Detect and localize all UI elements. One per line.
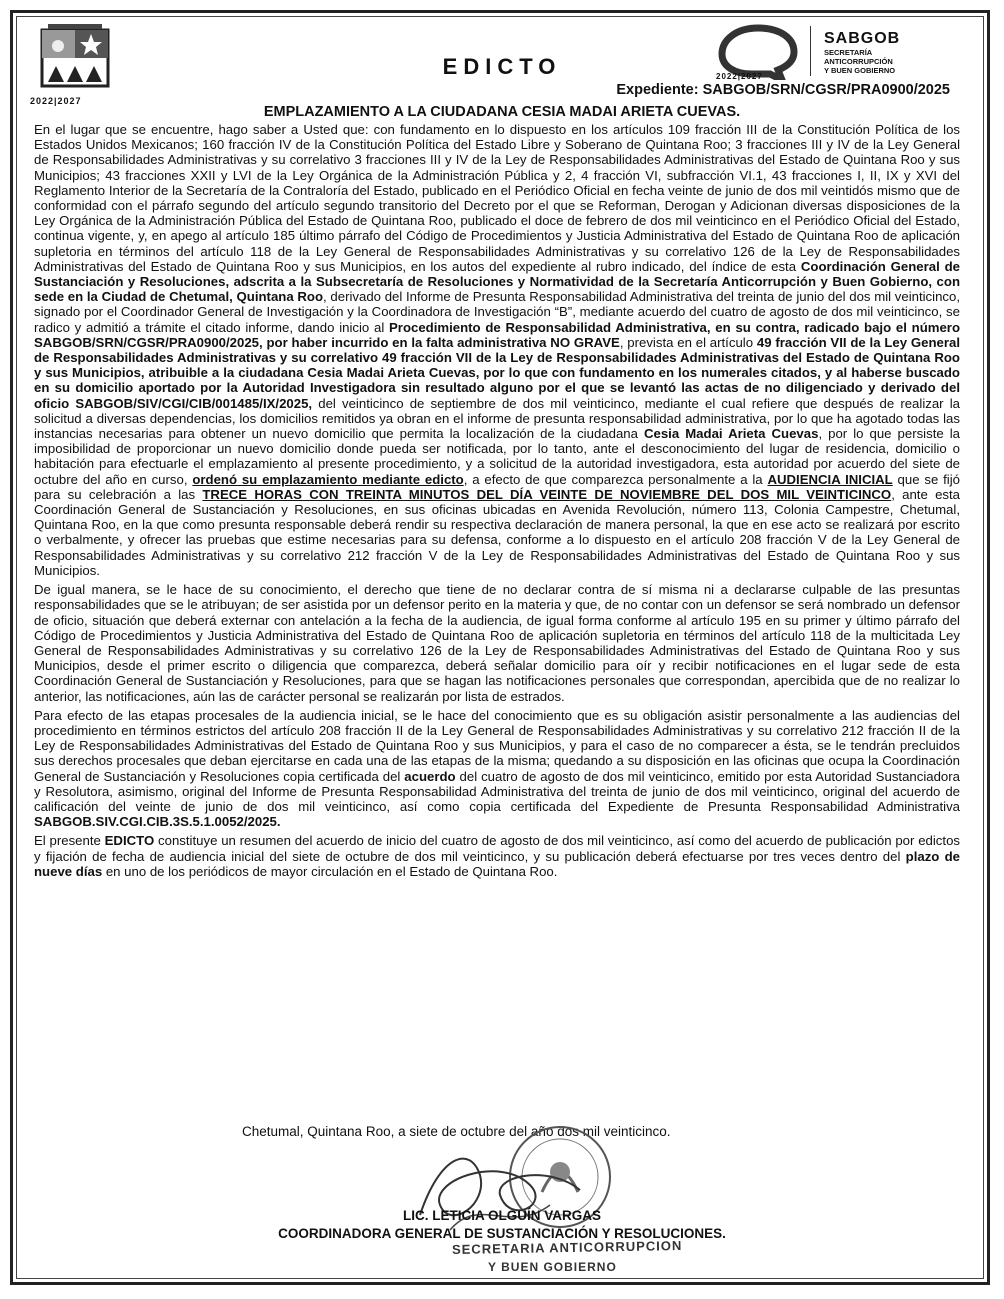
- expediente-number: Expediente: SABGOB/SRN/CGSR/PRA0900/2025: [616, 82, 950, 98]
- signer-name: LIC. LETICIA OLGUÍN VARGAS: [403, 1208, 601, 1223]
- crest-year-label: 2022|2027: [30, 96, 82, 106]
- sabgob-sub-3: Y BUEN GOBIERNO: [824, 66, 896, 75]
- paragraph-4: El presente EDICTO constituye un resumen del acuerdo de inicio del cuatro de agosto de dos mil veinticinco, así como del acuerdo de publicación por edictos y fijación de fecha de audiencia inicial del siete de octubre de dos mil veinticinco, y su publicación deberá efectuarse por tres veces dentro del plazo de nueve días en uno de los periódicos de mayor circulación en el Estado de Quintana Roo.: [34, 833, 960, 879]
- sabgob-sub-1: SECRETARÍA: [824, 48, 873, 57]
- paragraph-2: De igual manera, se le hace de su conocimiento, el derecho que tiene de no declarar contra de sí misma ni a declararse culpable de las presuntas responsabilidades que se le atribuyan; de ser asistida por un defensor perito en la materia y que, de no contar con un defensor se será nombrado un defensor de oficio, situación que deberá externar con antelación a la fecha de la audiencia, de igual forma conforme al artículo 195 en su primer y último párrafo del Código de Procedimientos y Justicia Administrativa del Estado de Quintana Roo de aplicación supletoria en términos del artículo 118 de la multicitada Ley General de Responsabilidades Administrativas y su correlativo 126 de la Ley de Responsabilidades Administrativas del Estado de Quintana Roo y sus Municipios, desde el primer escrito o diligencia que comparezca, deberá señalar domicilio para oír y recibir notificaciones en el lugar sede de esta Coordinación General de Sustanciación y Resoluciones, para que se hagan las notificaciones personales que correspondan, apercibida que de no realizar lo anterior, las notificaciones, aún las de carácter personal se realizarán por lista de estrados.: [34, 582, 960, 704]
- sabgob-logo: [824, 30, 900, 75]
- place-date: Chetumal, Quintana Roo, a siete de octubre del año dos mil veinticinco.: [242, 1124, 671, 1139]
- emplazamiento-heading: EMPLAZAMIENTO A LA CIUDADANA CESIA MADAI ARIETA CUEVAS.: [263, 104, 741, 120]
- document-title: EDICTO: [442, 54, 562, 79]
- sabgob-name: SABGOB: [824, 30, 901, 47]
- sabgob-sub-2: ANTICORRUPCIÓN: [824, 57, 893, 66]
- paragraph-3: Para efecto de las etapas procesales de la audiencia inicial, se le hace del conocimiento que es su obligación asistir personalmente a las audiencias del procedimiento en términos estrictos del artículo 208 fracción II de la Ley General de Responsabilidades Administrativas y su correlativo 212 fracción II de la Ley de Responsabilidades Administrativas del Estado de Quintana Roo y sus Municipios, y para el caso de no comparecer a ésta, se le tendrán precluidos sus derechos procesales que deban ejercitarse en cada una de las etapas de la misma; quedando a su disposición en las oficinas que ocupa la Coordinación General de Sustanciación y Resoluciones copia certificada del acuerdo del cuatro de agosto de dos mil veinticinco, emitido por esta Autoridad Sustanciadora y Resolutora, asimismo, original del Informe de Presunta Responsabilidad Administrativa del treinta de junio de dos mil veinticinco, original del acuerdo de calificación del veinte de junio de dos mil veinticinco, así como copia certificada del Expediente de Presunta Responsabilidad Administrativa SABGOB.SIV.CGI.CIB.3S.5.1.0052/2025.: [34, 707, 960, 830]
- stamp-line-2: Y BUEN GOBIERNO: [488, 1260, 617, 1274]
- paragraph-1: En el lugar que se encuentre, hago saber a Usted que: con fundamento en lo dispuesto en los artículos 109 fracción III de la Constitución Política de los Estados Unidos Mexicanos; 160 fracción IV de la Constitución Política del Estado Libre y Soberano de Quintana Roo; 3 fracciones III y IV de la Ley General de Responsabilidades Administrativas y su correlativo 3 fracciones III y IV de la Ley de Responsabilidades Administrativas del Estado de Quintana Roo y sus Municipios; 43 fracciones XXII y LVI de la Ley Orgánica de la Administración Pública y 2, 4 fracción VI, subfracción VI.1, 43 fracciones I, II, IX y XVI del Reglamento Interior de la Secretaría de la Contraloría del Estado, publicado en el Periódico Oficial en fecha veinte de junio de dos mil veintidós mismo que de conformidad con el párrafo segundo del artículo segundo transitorio del Decreto por el que se Reforman, Derogan y Adicionan diversas disposiciones de la Ley Orgánica de la Administración Pública del Estado de Quintana Roo, publicado el doce de febrero de dos mil veinticinco en el Periódico Oficial del Estado, continua vigente, y, en apego al artículo 185 último párrafo del Código de Procedimientos y Justicia Administrativa del Estado de Quintana Roo de aplicación supletoria en términos del artículo 118 de la Ley General de Responsabilidades Administrativas y su correlativo 126 de la Ley de Responsabilidades Administrativas del Estado de Quintana Roo y sus Municipios, en los autos del expediente al rubro indicado, del índice de esta Coordinación General de Sustanciación y Resoluciones, adscrita a la Subsecretaría de Resoluciones y Normatividad de la Secretaría Anticorrupción y Buen Gobierno, con sede en la Ciudad de Chetumal, Quintana Roo, derivado del Informe de Presunta Responsabilidad Administrativa del treinta de junio del dos mil veinticinco, signado por el Coordinador General de Investigación y la Coordinadora de Investigación “B”, mediante acuerdo del cuatro de agosto de dos mil veinticinco, se radico y admitió a trámite el citado informe, dando inicio al Procedimiento de Responsabilidad Administrativa, en su contra, radicado bajo el número SABGOB/SRN/CGSR/PRA0900/2025, por haber incurrido en la falta administrativa NO GRAVE, prevista en el artículo 49 fracción VII de la Ley General de Responsabilidades Administrativas y su correlativo 49 fracción VII de la Ley de Responsabilidades Administrativas del Estado de Quintana Roo y sus Municipios, atribuible a la ciudadana Cesia Madai Arieta Cuevas, por lo que con fundamento en los numerales citados, y al haberse buscado en su domicilio aportado por la Autoridad Investigadora sin resultado alguno por el que se levantó las actas de no diligenciado y derivado del oficio SABGOB/SIV/CGI/CIB/001485/IX/2025, del veinticinco de septiembre de dos mil veinticinco, mediante el cual refiere que después de realizar la solicitud a diversas dependencias, los domicilios remitidos ya obran en el informe de presunta responsabilidad administrativa, por lo que ha agotado todas las instancias necesarias para obtener un nuevo domicilio que permita la localización de la ciudadana Cesia Madai Arieta Cuevas, por lo que persiste la imposibilidad de proporcionar un nuevo domicilio donde pueda ser notificada, por lo tanto, ante el desconocimiento del lugar de residencia, domicilio o habitación para efectuarle el emplazamiento al presente procedimiento, y a solicitud de la autoridad investigadora, esta autoridad por acuerdo del siete de octubre del año en curso, ordenó su emplazamiento mediante edicto, a efecto de que comparezca personalmente a la AUDIENCIA INICIAL que se fijó para su celebración a las TRECE HORAS CON TREINTA MINUTOS DEL DÍA VEINTE DE NOVIEMBRE DEL DOS MIL VEINTICINCO, ante esta Coordinación General de Sustanciación y Resoluciones, en sus oficinas ubicadas en Avenida Revolución, número 113, Colonia Campestre, Chetumal, Quintana Roo, en la que como presunta responsable deberá rendir su respectiva declaración de manera personal, la que en ese acto se realizará por escrito o verbalmente, y ofrecer las pruebas que estime necesarias para su defensa, conforme a lo dispuesto en el artículo 208 fracción V de la Ley General de Responsabilidades Administrativas y su correlativo 212 fracción V de la Ley de Responsabilidades Administrativas del Estado de Quintana Roo y sus Municipios.: [34, 122, 961, 578]
- document-header: [0, 0, 1004, 120]
- q-year-label: 2022|2027: [716, 72, 763, 81]
- signer-role: COORDINADORA GENERAL DE SUSTANCIACIÓN Y RESOLUCIONES.: [278, 1226, 726, 1241]
- document-body: [34, 122, 960, 883]
- logo-divider: [810, 26, 811, 76]
- stamp-line-1: SECRETARIA ANTICORRUPCION: [451, 1237, 683, 1258]
